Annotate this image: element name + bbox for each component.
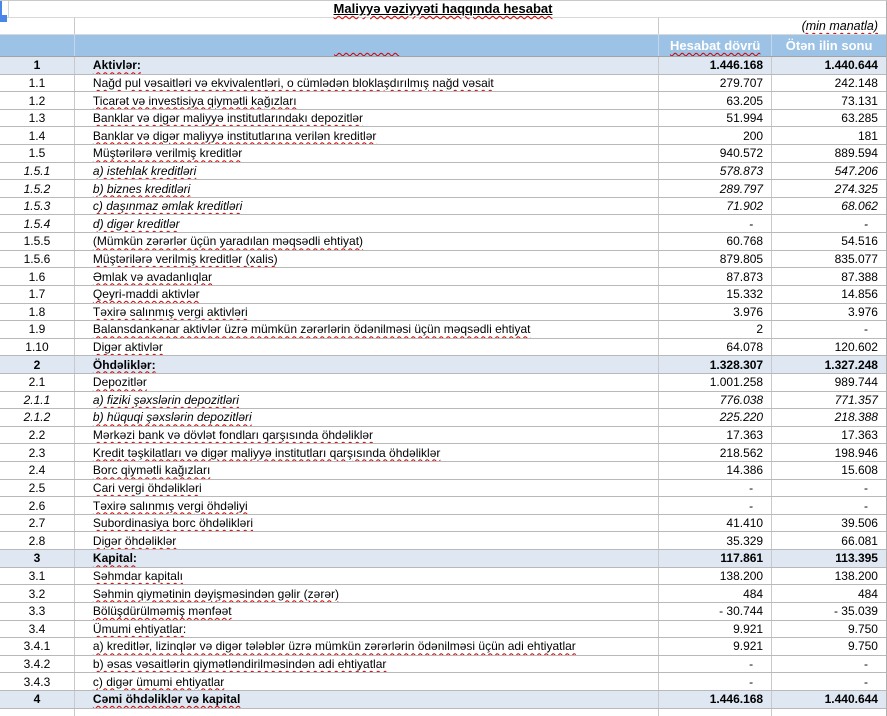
row-number-cell[interactable]: 2.2 (0, 427, 75, 444)
table-row (0, 339, 886, 357)
header-current-period-label: Hesabat dövrü (670, 38, 761, 53)
row-number-cell[interactable]: 3.1 (0, 568, 75, 585)
value-current-period-cell[interactable]: - (659, 656, 772, 673)
table-row (0, 673, 886, 691)
table-row (0, 321, 886, 339)
table-row (0, 638, 886, 656)
row-number-cell[interactable]: 2.1.1 (0, 392, 75, 409)
row-number-cell[interactable]: 3.2 (0, 585, 75, 602)
row-number-cell[interactable]: 2.5 (0, 480, 75, 497)
empty-cell[interactable] (75, 18, 659, 34)
row-label-cell[interactable]: Təxirə salınmış vergi öhdəliyi (75, 497, 659, 514)
row-number-cell[interactable]: 2.8 (0, 532, 75, 549)
table-row (0, 374, 886, 392)
empty-cell[interactable] (659, 709, 772, 716)
report-title: Maliyyə vəziyyəti haqqında hesabat (333, 1, 553, 16)
value-previous-period-cell[interactable]: 63.285 (841, 111, 878, 126)
value-current-period-cell[interactable]: - (659, 215, 772, 232)
value-current-period-cell[interactable]: 9.921 (659, 621, 772, 638)
unit-note-row (0, 18, 886, 35)
row-label-cell[interactable]: Bölüşdürülməmiş mənfəət (75, 603, 659, 620)
row-label-cell[interactable]: Digər aktivlər (75, 339, 659, 356)
row-label-cell[interactable]: Digər öhdəliklər (75, 532, 659, 549)
table-row (0, 550, 886, 568)
row-label-cell[interactable]: Banklar və digər maliyyə institutlarındakı depozitlər (75, 110, 659, 127)
table-row (0, 57, 886, 75)
table-body (0, 57, 886, 709)
row-label-cell[interactable]: Kapital: (75, 550, 659, 567)
row-number-cell[interactable]: 1.5.2 (0, 180, 75, 197)
row-label-cell[interactable]: a) kreditlər, lizinqlər və digər tələblər üzrə mümkün zərərlərin ödənilməsi üçün adi ehtiyatlar (75, 638, 659, 655)
value-previous-period-cell[interactable]: 39.506 (841, 516, 878, 531)
row-label-cell[interactable]: a) fiziki şəxslərin depozitləri (75, 392, 659, 409)
value-previous-period-cell[interactable]: 274.325 (834, 181, 878, 196)
value-previous-period-cell[interactable]: 138.200 (834, 568, 878, 583)
value-current-period-cell[interactable]: 484 (659, 585, 772, 602)
value-previous-period-cell[interactable]: 54.516 (841, 234, 878, 249)
row-number-cell[interactable]: 1.1 (0, 75, 75, 92)
empty-partial-row (0, 709, 886, 716)
table-row (0, 392, 886, 410)
value-previous-period-cell[interactable]: 87.388 (841, 269, 878, 284)
empty-cell[interactable] (75, 709, 659, 716)
table-row (0, 180, 886, 198)
value-current-period-cell[interactable]: 200 (659, 127, 772, 144)
value-current-period-cell[interactable]: 1.001.258 (659, 374, 772, 391)
value-previous-period-cell[interactable]: 484 (857, 586, 878, 601)
report-title-cell[interactable] (0, 1, 886, 17)
table-row (0, 568, 886, 586)
table-row (0, 515, 886, 533)
value-previous-period-cell[interactable]: 120.602 (834, 340, 878, 355)
table-row (0, 462, 886, 480)
row-label-cell[interactable]: Səhmin qiymətinin dəyişməsindən gəlir (zərər) (75, 585, 659, 602)
value-previous-period-cell[interactable]: 835.077 (834, 252, 878, 266)
value-previous-period-cell[interactable]: 218.388 (834, 410, 878, 425)
value-previous-period-cell[interactable]: 17.363 (841, 428, 878, 443)
row-number-cell[interactable]: 3.4.1 (0, 638, 75, 655)
value-current-period-cell[interactable]: 2 (659, 321, 772, 338)
row-number-cell[interactable]: 1.10 (0, 339, 75, 356)
value-current-period-cell[interactable]: 1.328.307 (659, 356, 772, 373)
header-previous-period-label: Ötən ilin sonu (785, 38, 873, 53)
row-number-cell[interactable]: 2.1.2 (0, 409, 75, 426)
row-label-cell[interactable]: Öhdəliklər: (75, 356, 659, 373)
row-label-cell[interactable]: Ümumi ehtiyatlar: (75, 621, 659, 638)
value-previous-period-cell[interactable]: 15.608 (841, 463, 878, 478)
value-current-period-cell[interactable]: 14.386 (659, 462, 772, 479)
value-previous-period-cell[interactable]: 547.206 (834, 163, 878, 178)
row-label-cell[interactable]: a) istehlak kreditləri (75, 163, 659, 180)
table-row (0, 268, 886, 286)
empty-cell[interactable] (0, 18, 75, 34)
table-row (0, 233, 886, 251)
value-previous-period-cell[interactable]: 198.946 (834, 445, 878, 460)
table-row (0, 356, 886, 374)
row-label-cell[interactable]: Səhmdar kapitalı (75, 568, 659, 585)
header-previous-period-cell[interactable] (772, 35, 886, 56)
table-row (0, 110, 886, 128)
table-row (0, 427, 886, 445)
value-current-period-cell[interactable]: 117.861 (659, 550, 772, 567)
value-current-period-cell[interactable]: 51.994 (659, 110, 772, 127)
value-previous-period-cell[interactable]: 242.148 (834, 75, 878, 90)
header-current-period-cell[interactable] (659, 35, 772, 56)
row-number-cell[interactable]: 1.4 (0, 127, 75, 144)
value-current-period-cell[interactable]: 41.410 (659, 515, 772, 532)
table-row (0, 532, 886, 550)
value-previous-period-cell[interactable]: - (864, 480, 868, 495)
value-current-period-cell[interactable]: 87.873 (659, 268, 772, 285)
value-current-period-cell[interactable]: 17.363 (659, 427, 772, 444)
row-label-cell[interactable]: Borc qiymətli kağızları (75, 462, 659, 479)
row-label-cell[interactable]: Nağd pul vəsaitləri və ekvivalentləri, o cümlədən bloklaşdırılmış nağd vəsait (75, 75, 659, 92)
table-row (0, 251, 886, 269)
row-label-cell[interactable]: b) hüquqi şəxslərin depozitləri (75, 409, 659, 426)
value-current-period-cell[interactable]: 35.329 (659, 532, 772, 549)
row-label-cell[interactable]: d) digər kreditlər (75, 215, 659, 232)
row-number-cell[interactable]: 1.5.3 (0, 198, 75, 215)
row-number-cell[interactable]: 2.4 (0, 462, 75, 479)
value-previous-period-cell[interactable]: - (864, 657, 868, 672)
row-number-cell[interactable]: 1.6 (0, 268, 75, 285)
value-current-period-cell[interactable]: 1.446.168 (659, 691, 772, 708)
table-header-row (0, 35, 886, 57)
table-row (0, 286, 886, 304)
row-number-cell[interactable]: 2.1 (0, 374, 75, 391)
value-previous-period-cell[interactable]: 68.062 (841, 199, 878, 214)
table-row (0, 480, 886, 498)
value-current-period-cell[interactable]: 879.805 (659, 251, 772, 268)
empty-cell[interactable] (0, 709, 75, 716)
table-row (0, 215, 886, 233)
value-current-period-cell[interactable]: 3.976 (659, 304, 772, 321)
row-number-cell[interactable]: 1.8 (0, 304, 75, 321)
row-number-cell[interactable]: 2.6 (0, 497, 75, 514)
value-current-period-cell[interactable]: 60.768 (659, 233, 772, 250)
row-label-cell[interactable]: Müştərilərə verilmiş kreditlər (75, 145, 659, 162)
row-label-cell[interactable]: Müştərilərə verilmiş kreditlər (xalis) (75, 251, 659, 268)
table-row (0, 603, 886, 621)
row-number-cell[interactable]: 1.9 (0, 321, 75, 338)
row-label-cell[interactable]: Kredit təşkilatları və digər maliyyə institutları qarşısında öhdəliklər (75, 444, 659, 461)
value-current-period-cell[interactable]: - 30.744 (659, 603, 772, 620)
table-row (0, 75, 886, 93)
value-previous-period-cell[interactable]: - (864, 498, 868, 513)
value-previous-period-cell[interactable]: 14.856 (841, 287, 878, 302)
value-current-period-cell[interactable]: 225.220 (659, 409, 772, 426)
row-label-cell[interactable]: Qeyri-maddi aktivlər (75, 286, 659, 303)
value-previous-period-cell[interactable]: 73.131 (841, 93, 878, 108)
value-current-period-cell[interactable]: 64.078 (659, 339, 772, 356)
row-label-cell[interactable]: Depozitlər (75, 374, 659, 391)
row-label-cell[interactable]: Banklar və digər maliyyə institutlarına verilən kreditlər (75, 127, 659, 144)
row-number-cell[interactable]: 1 (0, 57, 75, 74)
value-previous-period-cell[interactable]: 771.357 (834, 392, 878, 407)
title-row (0, 1, 886, 18)
row-number-cell[interactable]: 2.7 (0, 515, 75, 532)
row-number-cell[interactable]: 1.2 (0, 92, 75, 109)
value-previous-period-cell[interactable]: - (864, 674, 868, 689)
row-label-cell[interactable]: Subordinasiya borc öhdəlikləri (75, 515, 659, 532)
header-empty-cell[interactable] (0, 35, 75, 56)
row-number-cell[interactable]: 2 (0, 356, 75, 373)
row-label-cell[interactable]: c) digər ümumi ehtiyatlar (75, 673, 659, 690)
table-row (0, 92, 886, 110)
value-current-period-cell[interactable]: 218.562 (659, 444, 772, 461)
value-current-period-cell[interactable]: 279.707 (659, 75, 772, 92)
row-number-cell[interactable]: 1.7 (0, 286, 75, 303)
table-row (0, 198, 886, 216)
row-number-cell[interactable]: 1.3 (0, 110, 75, 127)
value-previous-period-cell[interactable]: 9.750 (847, 621, 878, 636)
row-label-cell[interactable]: Cəmi öhdəliklər və kapital (75, 691, 659, 708)
row-label-cell[interactable]: Aktivlər: (75, 57, 659, 74)
value-current-period-cell[interactable]: 289.797 (659, 180, 772, 197)
row-number-cell[interactable]: 3.4 (0, 621, 75, 638)
cell-cursor-fill-handle[interactable] (0, 15, 7, 22)
row-label-cell[interactable]: c) daşınmaz əmlak kreditləri (75, 198, 659, 215)
value-current-period-cell[interactable]: 63.205 (659, 92, 772, 109)
value-previous-period-cell[interactable]: 1.440.644 (824, 58, 878, 73)
row-label-cell[interactable]: Əmlak və avadanlıqlar (75, 268, 659, 285)
value-previous-period-cell[interactable]: 9.750 (847, 639, 878, 654)
value-previous-period-cell[interactable]: - (864, 322, 868, 337)
value-previous-period-cell[interactable]: 113.395 (835, 551, 878, 566)
value-current-period-cell[interactable]: 15.332 (659, 286, 772, 303)
value-current-period-cell[interactable]: 940.572 (659, 145, 772, 162)
value-previous-period-cell[interactable]: - 35.039 (833, 604, 878, 619)
table-row (0, 304, 886, 322)
value-current-period-cell[interactable]: 578.873 (659, 163, 772, 180)
value-current-period-cell[interactable]: - (659, 673, 772, 690)
row-label-cell[interactable]: (Mümkün zərərlər üçün yaradılan məqsədli ehtiyat) (75, 233, 659, 250)
row-label-cell[interactable]: b) biznes kreditləri (75, 180, 659, 197)
row-number-cell[interactable]: 3.3 (0, 603, 75, 620)
row-label-cell[interactable]: Balansdankənar aktivlər üzrə mümkün zərərlərin ödənilməsi üçün məqsədli ehtiyat (75, 321, 659, 338)
value-previous-period-cell[interactable]: 889.594 (834, 146, 878, 161)
value-current-period-cell[interactable]: 776.038 (659, 392, 772, 409)
unit-note-cell[interactable] (659, 18, 886, 34)
row-number-cell[interactable]: 4 (0, 691, 75, 708)
row-label-cell[interactable]: Ticarət və investisiya qiymətli kağızları (75, 92, 659, 109)
value-previous-period-cell[interactable]: 66.081 (841, 533, 878, 548)
row-number-cell[interactable]: 1.5.4 (0, 215, 75, 232)
row-label-cell[interactable]: Təxirə salınmış vergi aktivləri (75, 304, 659, 321)
value-previous-period-cell[interactable]: 989.744 (834, 375, 878, 390)
table-row (0, 145, 886, 163)
table-row (0, 621, 886, 639)
table-row (0, 585, 886, 603)
table-row (0, 127, 886, 145)
value-current-period-cell[interactable]: 1.446.168 (659, 57, 772, 74)
row-number-cell[interactable]: 3.4.3 (0, 673, 75, 690)
table-row (0, 656, 886, 674)
row-label-cell[interactable]: b) əsas vəsaitlərin qiymətləndirilməsindən adi ehtiyatlar (75, 656, 659, 673)
row-label-cell[interactable]: Cari vergi öhdəlikləri (75, 480, 659, 497)
row-number-cell[interactable]: 1.5.1 (0, 163, 75, 180)
row-number-cell[interactable]: 3 (0, 550, 75, 567)
table-row (0, 444, 886, 462)
value-current-period-cell[interactable]: - (659, 480, 772, 497)
table-row (0, 691, 886, 709)
row-number-cell[interactable]: 2.3 (0, 444, 75, 461)
value-current-period-cell[interactable]: 9.921 (659, 638, 772, 655)
empty-cell[interactable] (772, 709, 886, 716)
table-row (0, 163, 886, 181)
value-previous-period-cell[interactable]: 181 (857, 128, 878, 143)
column-divider-tick (8, 1, 9, 17)
row-number-cell[interactable]: 1.5.6 (0, 251, 75, 268)
row-label-cell[interactable]: Mərkəzi bank və dövlət fondları qarşısında öhdəliklər (75, 427, 659, 444)
row-number-cell[interactable]: 1.5 (0, 145, 75, 162)
table-row (0, 409, 886, 427)
row-number-cell[interactable]: 3.4.2 (0, 656, 75, 673)
value-previous-period-cell[interactable]: - (864, 216, 868, 231)
spellcheck-squiggle (334, 38, 399, 53)
header-description-cell[interactable] (75, 35, 659, 56)
value-current-period-cell[interactable]: - (659, 497, 772, 514)
unit-note: (min manatla) (801, 19, 878, 33)
value-previous-period-cell[interactable]: 1.440.644 (824, 692, 878, 707)
row-number-cell[interactable]: 1.5.5 (0, 233, 75, 250)
value-current-period-cell[interactable]: 138.200 (659, 568, 772, 585)
table-row (0, 497, 886, 515)
value-current-period-cell[interactable]: 71.902 (659, 198, 772, 215)
value-previous-period-cell[interactable]: 3.976 (847, 304, 878, 319)
value-previous-period-cell[interactable]: 1.327.248 (824, 357, 878, 372)
